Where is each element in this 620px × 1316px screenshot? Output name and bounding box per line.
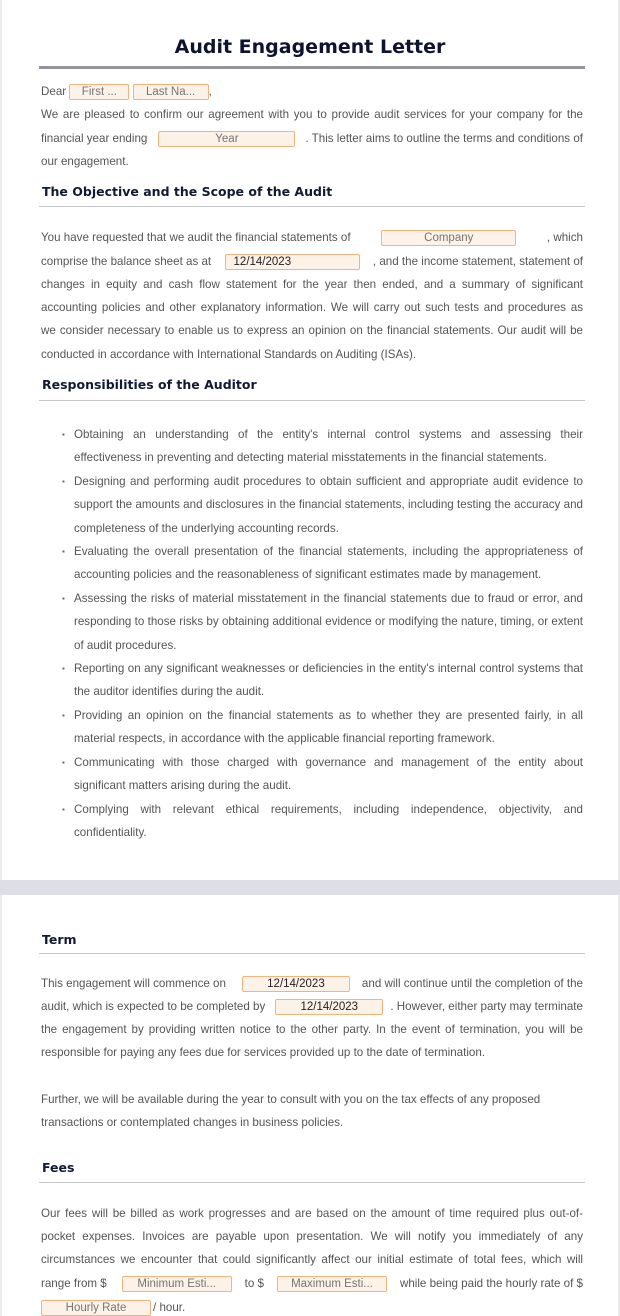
fees-line-1: Our fees will be billed as work progresses and are based on the amount of time required plus out-of- (41, 1207, 583, 1220)
term-line-1-end: and will continue until the completion of the (361, 977, 583, 990)
salutation-line (41, 84, 583, 100)
term-line-2-start: audit, which is expected to be completed by (41, 1000, 266, 1013)
intro-line-2 (41, 131, 583, 147)
term-divider (39, 953, 585, 954)
objective-line-1-end: , which (546, 231, 583, 244)
minimum-estimate-input[interactable] (122, 1276, 232, 1292)
fees-line-4-middle: to $ (244, 1277, 265, 1290)
letter-page-2 (2, 895, 618, 1316)
objective-line-3: changes in equity and cash flow statement for the year then ended, and a summary of significant (41, 278, 583, 291)
maximum-estimate-input[interactable] (277, 1276, 387, 1292)
responsibilities-heading: Responsibilities of the Auditor (42, 377, 257, 392)
term-line-4: responsible for paying any fees due for services provided up to the date of termination. (41, 1046, 486, 1059)
list-item: ▪ Assessing the risks of material misstatement in the financial statements due to fraud or error, and responding to those risks by obtaining additional evidence or modifying the nature, timing, or extent of audit procedures. (62, 587, 583, 657)
objective-line-1-start: You have requested that we audit the financial statements of (41, 231, 351, 244)
responsibilities-list (62, 423, 583, 844)
title-divider (39, 66, 585, 69)
fees-line-4 (41, 1276, 583, 1292)
list-item: ▪ Communicating with those charged with governance and management of the entity about significant matters arising during the audit. (62, 751, 583, 798)
start-date-field[interactable]: 12/14/2023 (242, 976, 350, 992)
intro-line-3: our engagement. (41, 155, 129, 168)
balance-date-field[interactable]: 12/14/2023 (225, 254, 360, 270)
objective-line-2 (41, 254, 583, 270)
company-input[interactable] (381, 230, 516, 246)
fees-line-5 (41, 1300, 583, 1316)
fees-line-3: circumstances we encounter that could significantly affect our initial estimate of total fees, which will (41, 1253, 583, 1266)
list-item: ▪ Evaluating the overall presentation of the financial statements, including the appropriateness of accounting policies and the reasonableness of significant estimates made by management. (62, 540, 583, 587)
objective-line-2-start: comprise the balance sheet as at (41, 255, 212, 268)
list-item: ▪ Obtaining an understanding of the entity's internal control systems and assessing their effectiveness in preventing and detecting material misstatements in the financial statements. (62, 423, 583, 470)
hourly-rate-input[interactable] (41, 1300, 151, 1316)
objective-line-5: we consider necessary to enable us to express an opinion on the financial statements. Our audit will be (41, 324, 583, 337)
term-line-5: Further, we will be available during the year to consult with you on the tax effects of any proposed (41, 1093, 541, 1106)
term-line-1 (41, 976, 583, 992)
responsibilities-divider (39, 400, 585, 401)
objective-divider (39, 206, 585, 207)
fees-heading: Fees (42, 1160, 75, 1175)
term-line-2-end: . However, either party may terminate (390, 1000, 583, 1013)
list-item: ▪ Designing and performing audit procedures to obtain sufficient and appropriate audit evidence to support the amounts and disclosures in the financial statements, including testing the accuracy and completeness of the underlying accounting records. (62, 470, 583, 540)
objective-heading: The Objective and the Scope of the Audit (42, 184, 333, 199)
intro-line-2-start: financial year ending (41, 132, 148, 145)
objective-line-2-end: , and the income statement, statement of (372, 255, 583, 268)
objective-line-6: conducted in accordance with International Standards on Auditing (ISAs). (41, 348, 417, 361)
term-heading: Term (42, 932, 77, 947)
salutation-comma: , (208, 85, 212, 99)
list-item: ▪ Providing an opinion on the financial statements as to whether they are presented fairly, in all material respects, in accordance with the applicable financial reporting framework. (62, 704, 583, 751)
year-input[interactable] (158, 131, 295, 147)
list-item: ▪ Reporting on any significant weaknesses or deficiencies in the entity's internal control systems that the auditor identifies during the audit. (62, 657, 583, 704)
term-line-6: transactions or contemplated changes in business policies. (41, 1116, 344, 1129)
fees-line-4-end: while being paid the hourly rate of $ (399, 1277, 583, 1290)
letter-page-1 (2, 0, 618, 880)
intro-line-2-end: . This letter aims to outline the terms and conditions of (305, 132, 583, 145)
hour-suffix: / hour. (153, 1301, 186, 1314)
first-name-input[interactable] (69, 84, 129, 100)
end-date-field[interactable]: 12/14/2023 (275, 999, 383, 1015)
salutation-text: Dear (41, 85, 67, 99)
last-name-input[interactable] (133, 84, 209, 100)
objective-line-4: accounting policies and other explanatory information. We will carry out such tests and procedures as (41, 301, 583, 314)
document-title: Audit Engagement Letter (174, 36, 446, 58)
objective-line-1 (41, 230, 583, 246)
intro-line-1: We are pleased to confirm our agreement with you to provide audit services for your company for the (41, 108, 583, 121)
fees-divider (39, 1182, 585, 1183)
fees-line-4-start: range from $ (41, 1277, 107, 1290)
term-line-3: the engagement by providing written notice to the other party. In the event of termination, you will be (41, 1023, 583, 1036)
fees-line-2: pocket expenses. Invoices are payable upon presentation. We will notify you immediately of any (41, 1230, 583, 1243)
page-separator (0, 880, 620, 895)
list-item: ▪ Complying with relevant ethical requirements, including independence, objectivity, and confidentiality. (62, 798, 583, 845)
term-line-2 (41, 999, 583, 1015)
term-line-1-start: This engagement will commence on (41, 977, 226, 990)
